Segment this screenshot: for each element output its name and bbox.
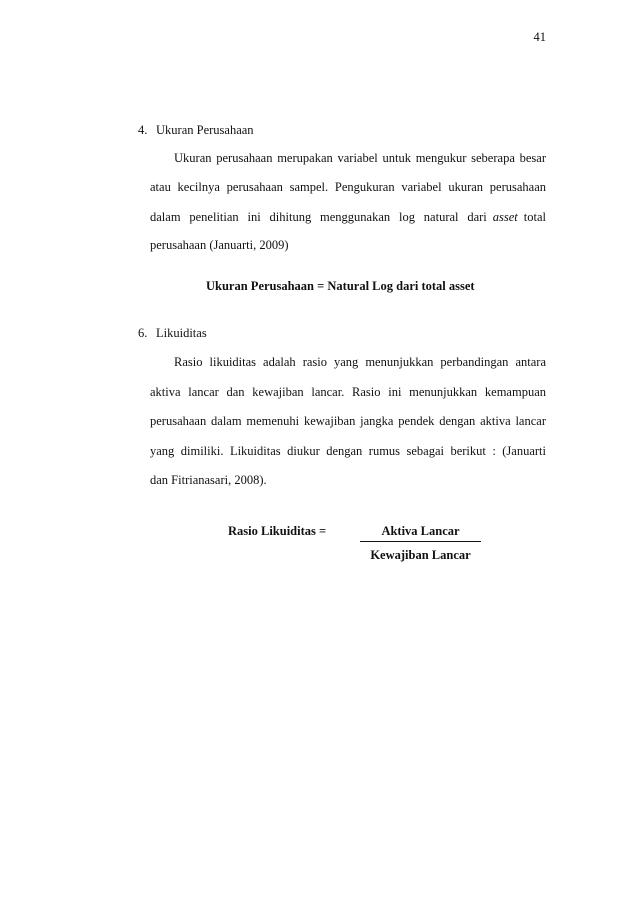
fraction-numerator: Aktiva Lancar <box>381 524 460 538</box>
paragraph-line: dan Fitrianasari, 2008). <box>150 473 267 487</box>
section-6-heading <box>138 326 207 341</box>
section-4-title: Ukuran Perusahaan <box>156 123 254 137</box>
paragraph-line-end: total <box>523 210 546 224</box>
paragraph-line-text: dalam penelitian ini dihitung menggunakan log natural dari <box>150 210 487 224</box>
fraction-denominator: Kewajiban Lancar <box>370 548 471 562</box>
paragraph-line <box>150 210 546 225</box>
ukuran-perusahaan-formula: Ukuran Perusahaan = Natural Log dari total asset <box>206 279 475 293</box>
paragraph-line: aktiva lancar dan kewajiban lancar. Rasio ini menunjukkan kemampuan <box>150 385 546 399</box>
fraction-line <box>360 541 481 542</box>
page-number: 41 <box>533 30 546 44</box>
paragraph-line: atau kecilnya perusahaan sampel. Pengukuran variabel ukuran perusahaan <box>150 180 546 194</box>
paragraph-line: perusahaan (Januarti, 2009) <box>150 238 289 252</box>
paragraph-line: yang dimiliki. Likuiditas diukur dengan rumus sebagai berikut : (Januarti <box>150 444 546 458</box>
paragraph-line: Rasio likuiditas adalah rasio yang menunjukkan perbandingan antara <box>174 355 546 369</box>
asset-term: asset <box>492 210 518 224</box>
section-6-title: Likuiditas <box>156 326 207 340</box>
paragraph-line: perusahaan dalam memenuhi kewajiban jangka pendek dengan aktiva lancar <box>150 414 546 428</box>
rasio-likuiditas-label: Rasio Likuiditas = <box>228 524 327 538</box>
section-4-heading <box>138 123 254 138</box>
section-4-number: 4. <box>138 123 148 137</box>
paragraph-line: Ukuran perusahaan merupakan variabel untuk mengukur seberapa besar <box>174 151 546 165</box>
section-6-number: 6. <box>138 326 148 340</box>
